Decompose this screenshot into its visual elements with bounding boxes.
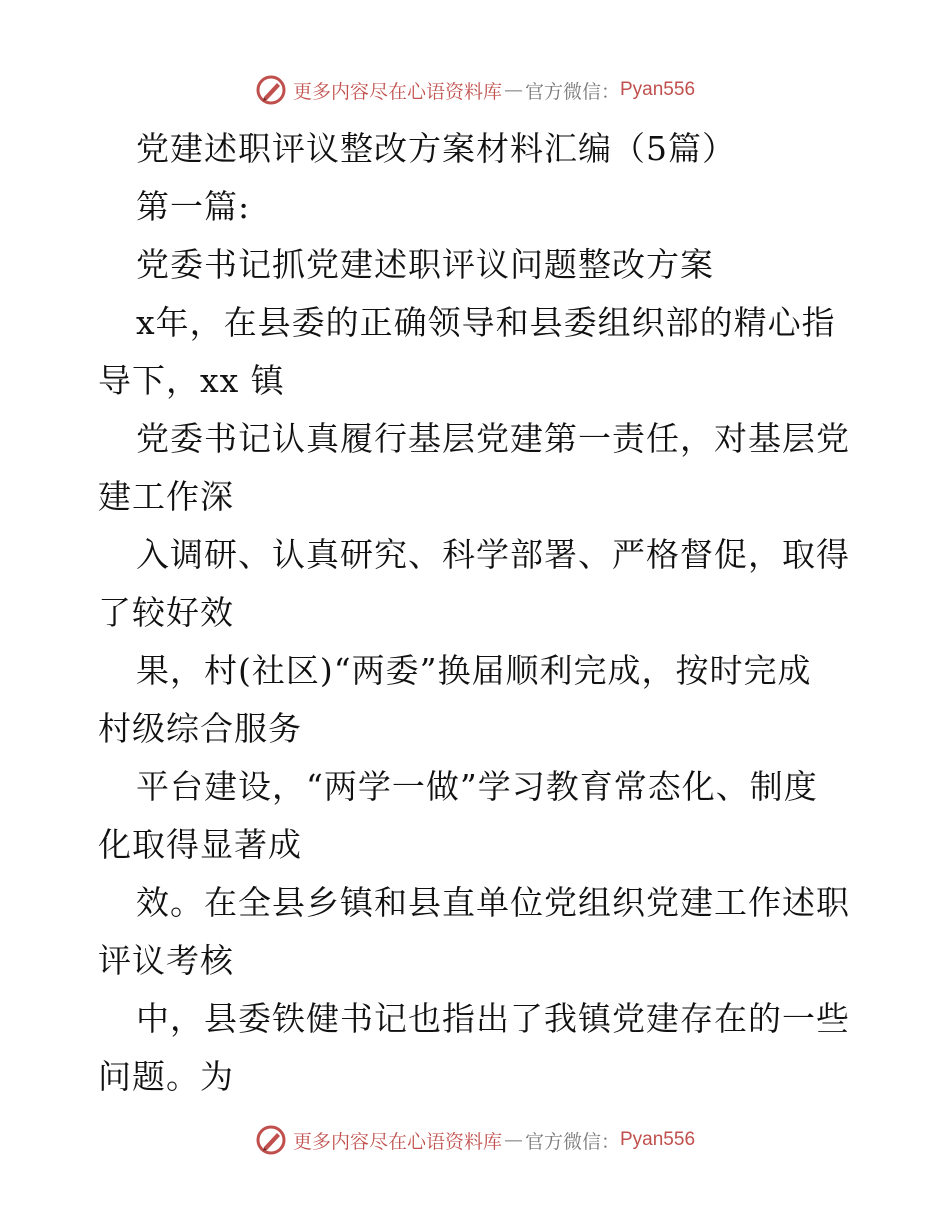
watermark-wechat-label: 官方微信： bbox=[524, 1130, 620, 1153]
paragraph-line: x年，在县委的正确领导和县委组织部的精心指 bbox=[136, 303, 836, 342]
paragraph-line: 建工作深 bbox=[98, 477, 234, 516]
watermark-dash: — bbox=[503, 1129, 523, 1151]
document-body bbox=[98, 120, 858, 1106]
watermark-main-text: 更多内容尽在心语资料库 bbox=[292, 80, 502, 103]
footer-watermark bbox=[0, 1120, 950, 1160]
paragraph-line: 中，县委铁健书记也指出了我镇党建存在的一些 bbox=[136, 999, 850, 1038]
paragraph-line: 入调研、认真研究、科学部署、严格督促，取得 bbox=[136, 535, 850, 574]
header-watermark bbox=[0, 70, 950, 110]
watermark-wechat-id: Pyan556 bbox=[620, 1129, 696, 1150]
article-title: 党委书记抓党建述职评议问题整改方案 bbox=[136, 245, 714, 284]
paragraph-line: 村级综合服务 bbox=[98, 709, 302, 748]
watermark-wechat-id: Pyan556 bbox=[620, 79, 696, 100]
pen-logo-icon bbox=[255, 74, 287, 106]
watermark-main-text: 更多内容尽在心语资料库 bbox=[292, 1130, 502, 1153]
paragraph-line: 平台建设，“两学一做”学习教育常态化、制度 bbox=[136, 767, 818, 806]
document-title: 党建述职评议整改方案材料汇编（5篇） bbox=[136, 129, 736, 168]
paragraph-line: 了较好效 bbox=[98, 593, 234, 632]
paragraph-line: 果，村(社区)“两委”换届顺利完成，按时完成 bbox=[136, 651, 812, 690]
watermark-dash: — bbox=[503, 79, 523, 101]
section-heading: 第一篇: bbox=[136, 187, 251, 226]
pen-logo-icon bbox=[255, 1124, 287, 1156]
paragraph-line: 效。在全县乡镇和县直单位党组织党建工作述职 bbox=[136, 883, 850, 922]
paragraph-line: 化取得显著成 bbox=[98, 825, 302, 864]
paragraph-line: 问题。为 bbox=[98, 1057, 234, 1096]
watermark-wechat-label: 官方微信： bbox=[524, 80, 620, 103]
paragraph-line: 党委书记认真履行基层党建第一责任，对基层党 bbox=[136, 419, 850, 458]
paragraph-line: 导下，xx 镇 bbox=[98, 361, 285, 400]
paragraph-line: 评议考核 bbox=[98, 941, 234, 980]
